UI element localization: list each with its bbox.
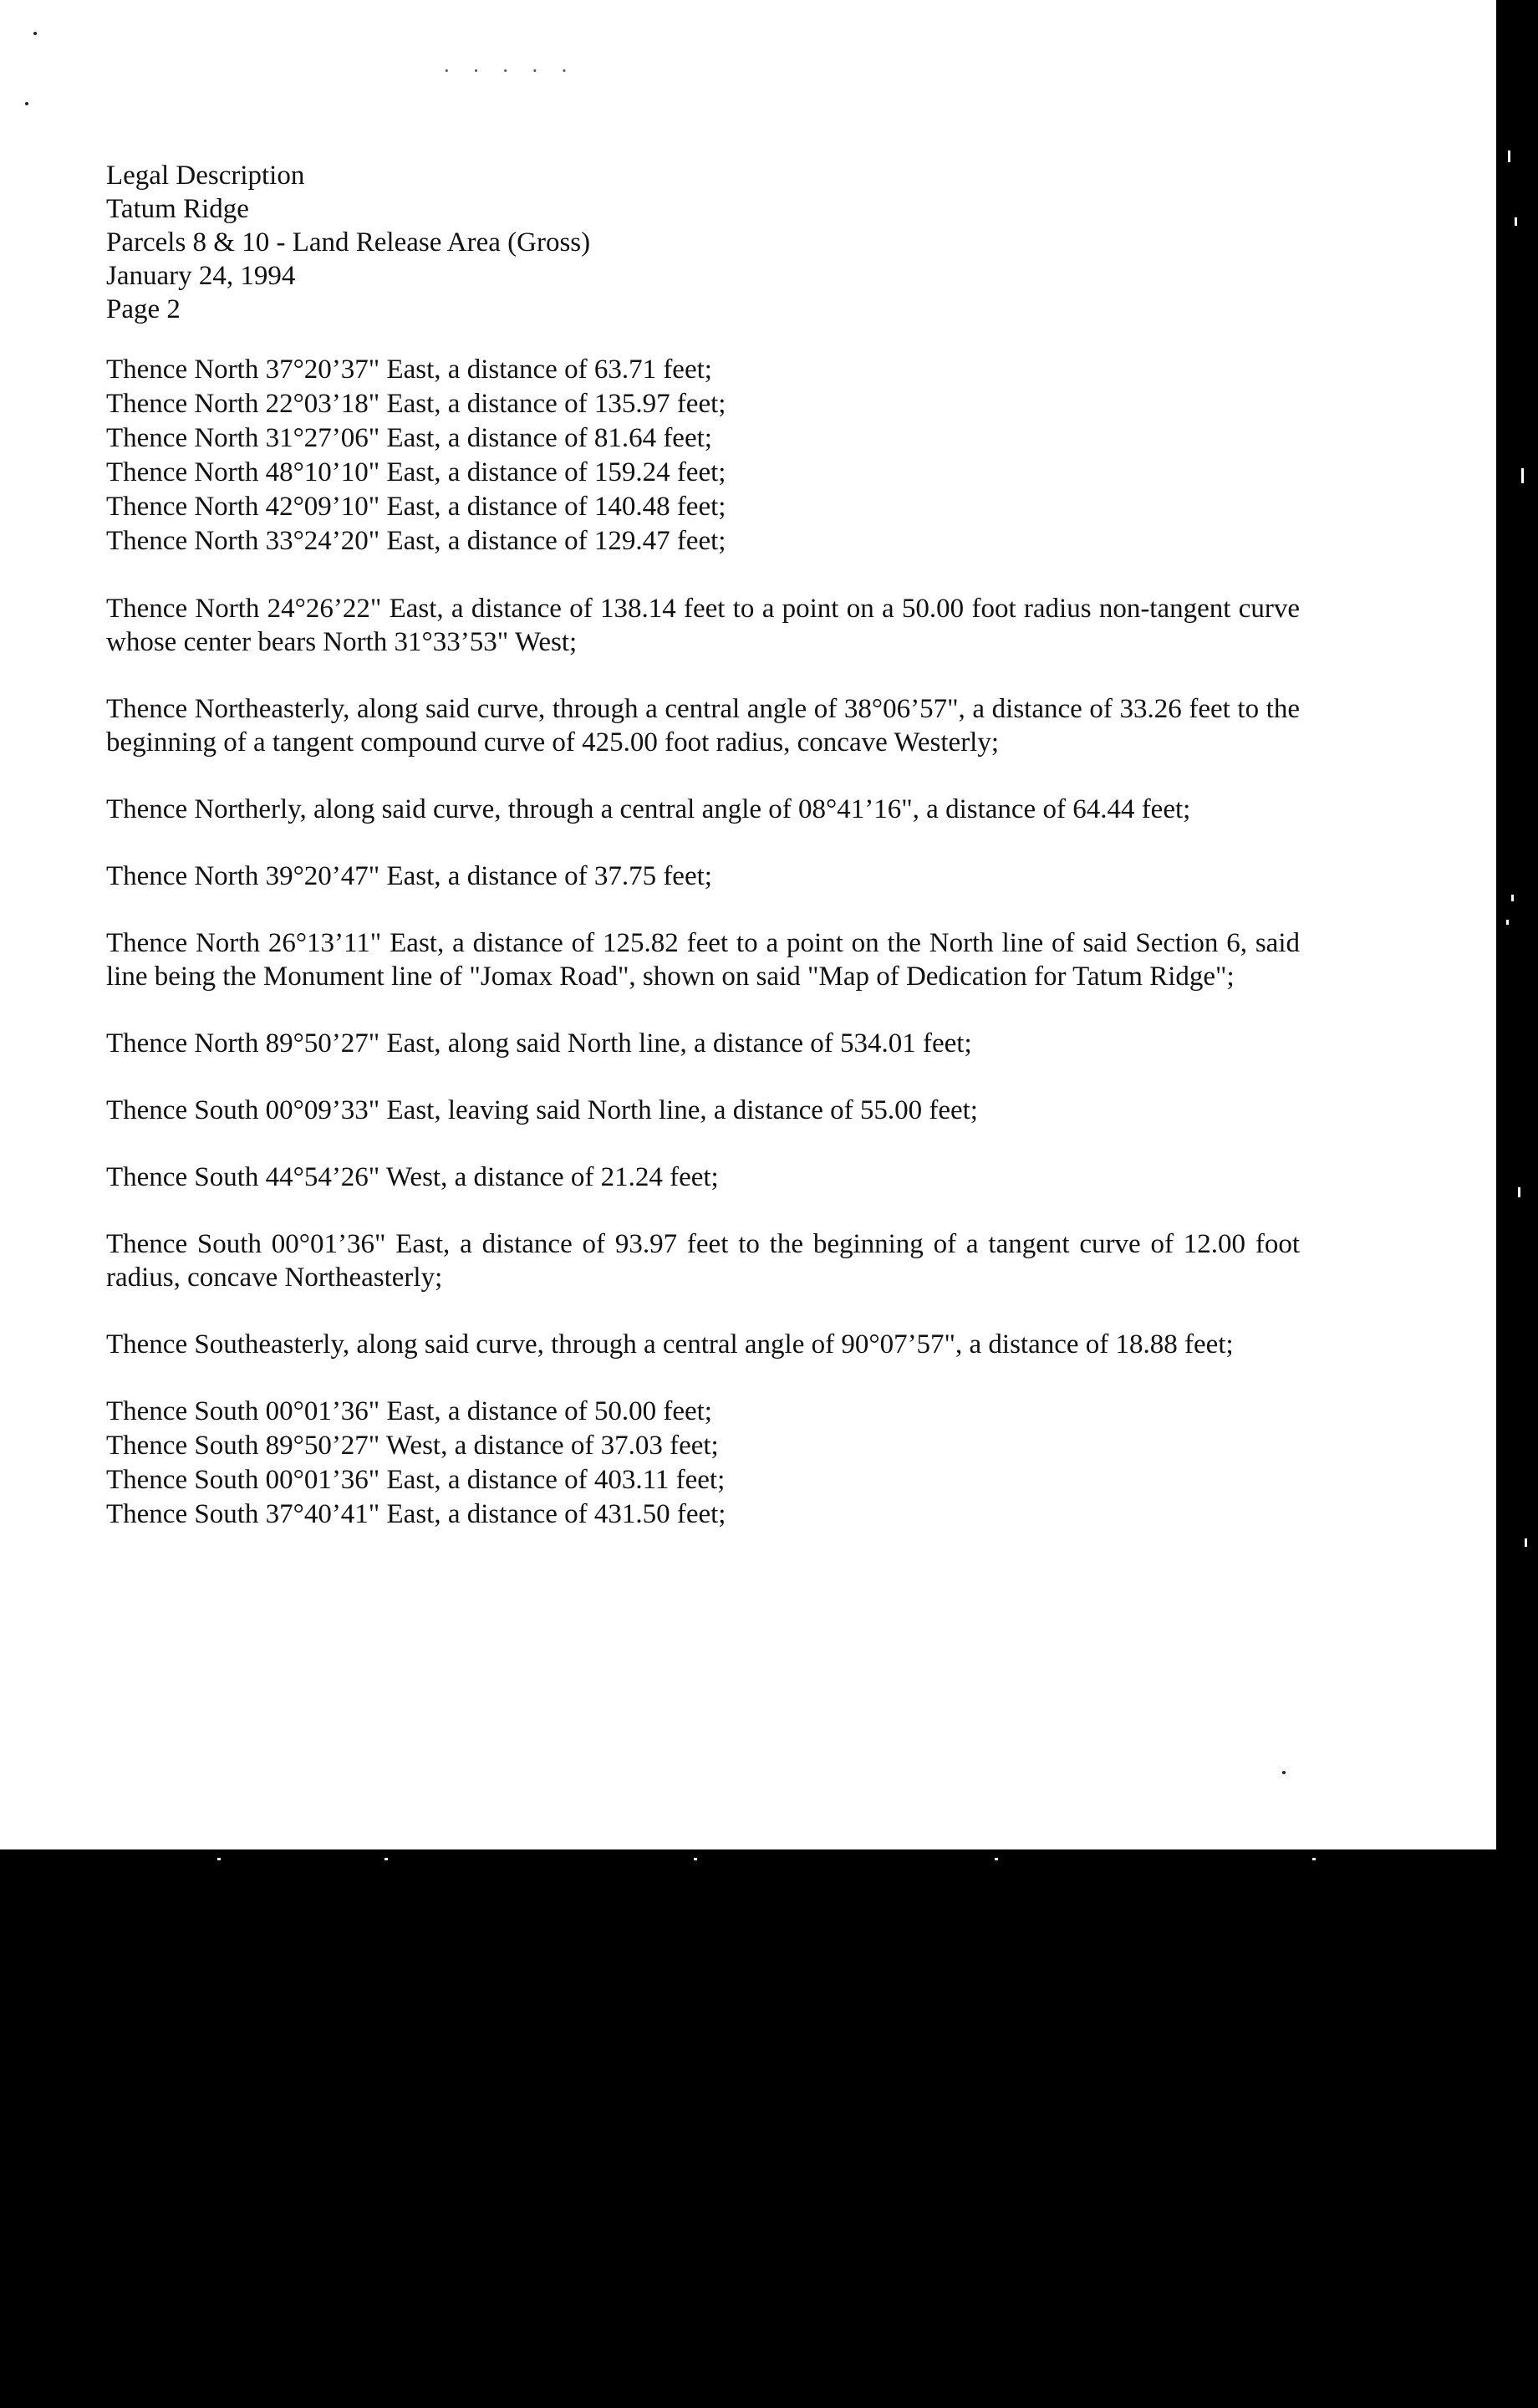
course-line: Thence South 00°01’36" East, a distance of 50.00 feet; bbox=[106, 1396, 712, 1426]
scan-speck bbox=[1506, 920, 1509, 925]
course-paragraph: Thence North 39°20’47" East, a distance of 37.75 feet; bbox=[106, 861, 712, 891]
course-line: Thence South 89°50’27" West, a distance of 37.03 feet; bbox=[106, 1431, 719, 1461]
course-paragraph: Thence North 26°13’11" East, a distance of 125.82 feet to a point on the North line of said Section 6, said line being the Monument line of "Jomax Road", shown on said "Map of Dedication for Tatum Ridge"; bbox=[106, 928, 1300, 992]
scan-speck bbox=[1312, 1858, 1316, 1860]
course-paragraph: Thence South 00°01’36" East, a distance of 93.97 feet to the beginning of a tangent curve of 12.00 foot radius, concave Northeasterly; bbox=[106, 1229, 1300, 1293]
course-paragraph: Thence North 24°26’22" East, a distance of 138.14 feet to a point on a 50.00 foot radius non-tangent curve whose center bears North 31°33’53" West; bbox=[106, 594, 1300, 657]
course-line: Thence North 22°03’18" East, a distance of 135.97 feet; bbox=[106, 389, 726, 419]
legal-description-body bbox=[106, 159, 1300, 1565]
scan-dot bbox=[25, 102, 28, 105]
scan-speck bbox=[217, 1858, 221, 1860]
course-line: Thence North 31°27’06" East, a distance of 81.64 feet; bbox=[106, 423, 712, 453]
course-paragraph: Thence Southeasterly, along said curve, through a central angle of 90°07’57", a distance of 18.88 feet; bbox=[106, 1329, 1234, 1360]
course-line: Thence North 48°10’10" East, a distance of 159.24 feet; bbox=[106, 457, 726, 487]
course-paragraph: Thence North 89°50’27" East, along said North line, a distance of 534.01 feet; bbox=[106, 1028, 972, 1059]
course-line: Thence North 37°20’37" East, a distance of 63.71 feet; bbox=[106, 355, 712, 385]
course-line: Thence South 37°40’41" East, a distance of 431.50 feet; bbox=[106, 1499, 726, 1529]
scan-speck bbox=[1515, 217, 1517, 226]
scan-dot bbox=[33, 32, 37, 35]
scan-dot bbox=[1282, 1771, 1286, 1774]
scan-bottom-band bbox=[0, 1849, 1538, 2408]
course-line: Thence North 42°09’10" East, a distance of 140.48 feet; bbox=[106, 492, 726, 522]
scan-speck bbox=[1521, 468, 1524, 483]
course-paragraph: Thence South 44°54’26" West, a distance of 21.24 feet; bbox=[106, 1162, 719, 1192]
course-paragraph: Thence South 00°09’33" East, leaving said North line, a distance of 55.00 feet; bbox=[106, 1095, 978, 1125]
course-paragraph: Thence Northerly, along said curve, through a central angle of 08°41’16", a distance of 64.44 feet; bbox=[106, 794, 1191, 824]
scan-speck bbox=[384, 1858, 388, 1860]
course-list-2 bbox=[106, 1395, 1300, 1532]
scan-speck bbox=[1508, 150, 1510, 162]
document-date: January 24, 1994 bbox=[106, 261, 296, 291]
scan-right-edge bbox=[1496, 0, 1538, 1849]
scan-speck bbox=[995, 1858, 998, 1860]
document-heading bbox=[106, 159, 1300, 326]
parcels-line: Parcels 8 & 10 - Land Release Area (Gross) bbox=[106, 227, 591, 258]
scan-speck bbox=[694, 1858, 697, 1860]
scan-mark: · · · · · bbox=[443, 59, 577, 83]
course-list-1 bbox=[106, 353, 1300, 559]
course-line: Thence North 33°24’20" East, a distance of 129.47 feet; bbox=[106, 526, 726, 556]
course-line: Thence South 00°01’36" East, a distance of 403.11 feet; bbox=[106, 1465, 726, 1495]
document-title: Legal Description bbox=[106, 161, 305, 191]
course-paragraph: Thence Northeasterly, along said curve, through a central angle of 38°06’57", a distance of 33.26 feet to the beginning of a tangent compound curve of 425.00 foot radius, concave Westerly; bbox=[106, 694, 1300, 758]
scan-speck bbox=[1511, 895, 1514, 901]
project-name: Tatum Ridge bbox=[106, 194, 249, 224]
scan-speck bbox=[1525, 1538, 1527, 1547]
scan-speck bbox=[1518, 1187, 1520, 1197]
page-number: Page 2 bbox=[106, 294, 181, 324]
